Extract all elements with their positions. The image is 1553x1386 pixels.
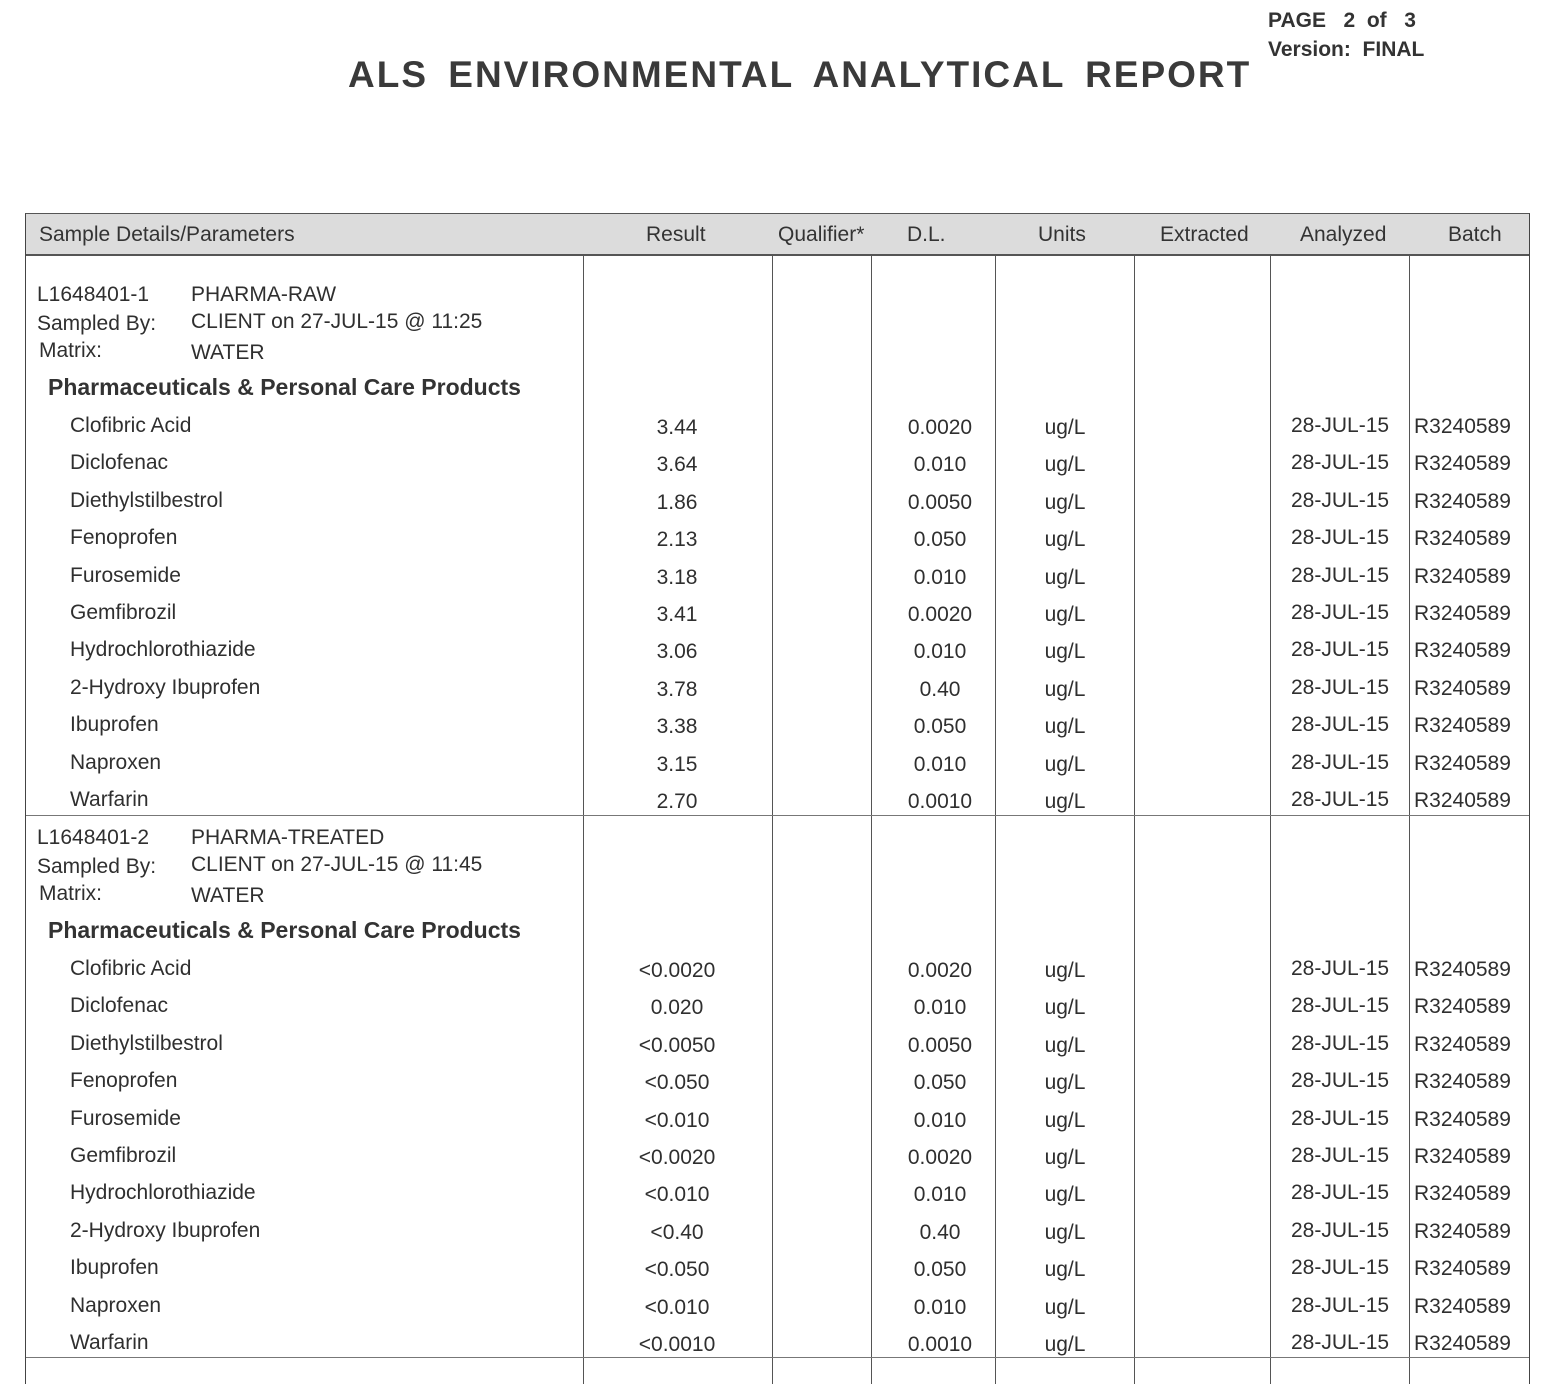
sampled-by-label: Sampled By: (37, 855, 157, 878)
col-header-qualifier: Qualifier* (778, 223, 865, 246)
units: ug/L (1044, 1108, 1086, 1132)
detection-limit: 0.010 (913, 1295, 967, 1319)
batch-id: R3240589 (1414, 452, 1511, 476)
result-value: 1.86 (656, 490, 698, 514)
col-header-extracted: Extracted (1160, 223, 1249, 246)
result-value: <0.010 (644, 1295, 710, 1319)
batch-id: R3240589 (1414, 1332, 1511, 1355)
sample-name: PHARMA-TREATED (191, 826, 385, 849)
result-value: 2.13 (656, 528, 698, 552)
batch-id: R3240589 (1414, 751, 1511, 775)
units: ug/L (1044, 640, 1086, 664)
col-header-result: Result (646, 223, 706, 246)
page-label: PAGE (1268, 9, 1326, 32)
parameter-name: Fenoprofen (70, 526, 178, 550)
parameter-name: Clofibric Acid (70, 957, 192, 980)
result-value: <0.010 (644, 1108, 710, 1132)
batch-id: R3240589 (1414, 1107, 1511, 1131)
version-label: Version: (1268, 38, 1351, 61)
units: ug/L (1044, 1183, 1086, 1207)
table-row (26, 1256, 1529, 1290)
table-row (26, 957, 1529, 991)
detection-limit: 0.010 (913, 1108, 967, 1132)
analyzed-date: 28-JUL-15 (1291, 1031, 1390, 1055)
matrix-label: Matrix: (39, 339, 102, 362)
parameter-name: Hydrochlorothiazide (70, 1181, 256, 1205)
units: ug/L (1044, 416, 1086, 439)
parameter-name: 2-Hydroxy Ibuprofen (70, 1218, 261, 1242)
detection-limit: 0.050 (913, 528, 967, 552)
batch-id: R3240589 (1414, 639, 1511, 663)
parameter-name: Warfarin (70, 788, 149, 811)
detection-limit: 0.050 (913, 1258, 967, 1282)
table-row (26, 713, 1529, 747)
batch-id: R3240589 (1414, 564, 1511, 588)
result-value: <0.0020 (638, 959, 716, 982)
matrix-value: WATER (191, 341, 265, 364)
units: ug/L (1044, 1333, 1086, 1356)
detection-limit: 0.010 (913, 996, 967, 1020)
table-row (26, 994, 1529, 1028)
units: ug/L (1044, 565, 1086, 589)
table-row (26, 564, 1529, 598)
detection-limit: 0.40 (919, 677, 961, 701)
parameter-name: Fenoprofen (70, 1069, 178, 1093)
col-header-units: Units (1038, 223, 1086, 246)
table-row (26, 1294, 1529, 1328)
batch-id: R3240589 (1414, 1219, 1511, 1243)
parameter-name: Naproxen (70, 750, 162, 774)
parameter-name: Ibuprofen (70, 1256, 159, 1280)
sample-id: L1648401-1 (37, 283, 150, 306)
result-value: <0.40 (650, 1220, 704, 1244)
units: ug/L (1044, 677, 1086, 701)
analyzed-date: 28-JUL-15 (1291, 750, 1390, 774)
table-row (26, 638, 1529, 672)
sampled-by-label: Sampled By: (37, 312, 157, 335)
batch-id: R3240589 (1414, 789, 1511, 812)
table-row (26, 1144, 1529, 1178)
batch-id: R3240589 (1414, 676, 1511, 700)
parameter-name: Diclofenac (70, 451, 169, 475)
batch-id: R3240589 (1414, 489, 1511, 513)
detection-limit: 0.050 (913, 1071, 967, 1095)
analyzed-date: 28-JUL-15 (1291, 638, 1390, 662)
units: ug/L (1044, 996, 1086, 1020)
batch-id: R3240589 (1414, 602, 1511, 625)
page-total: 3 (1404, 9, 1416, 32)
table-row (26, 1219, 1529, 1253)
results-table (25, 213, 1530, 1384)
units: ug/L (1044, 453, 1086, 477)
table-row (26, 451, 1529, 485)
parameter-name: Warfarin (70, 1331, 149, 1354)
analyzed-date: 28-JUL-15 (1291, 1256, 1390, 1280)
detection-limit: 0.010 (913, 640, 967, 664)
result-value: 3.44 (656, 416, 698, 439)
detection-limit: 0.010 (913, 1183, 967, 1207)
units: ug/L (1044, 1295, 1086, 1319)
batch-id: R3240589 (1414, 995, 1511, 1019)
detection-limit: 0.0020 (907, 416, 973, 439)
detection-limit: 0.0010 (907, 1333, 973, 1356)
detection-limit: 0.0020 (907, 959, 973, 982)
detection-limit: 0.010 (913, 752, 967, 776)
parameter-name: Naproxen (70, 1293, 162, 1317)
detection-limit: 0.0050 (907, 1033, 973, 1057)
units: ug/L (1044, 752, 1086, 776)
section-title: Pharmaceuticals & Personal Care Products (48, 374, 521, 400)
detection-limit: 0.010 (913, 453, 967, 477)
result-value: <0.0020 (638, 1146, 716, 1169)
analyzed-date: 28-JUL-15 (1291, 601, 1390, 624)
units: ug/L (1044, 1146, 1086, 1169)
table-row (26, 1107, 1529, 1141)
detection-limit: 0.0050 (907, 490, 973, 514)
units: ug/L (1044, 490, 1086, 514)
parameter-name: Gemfibrozil (70, 1144, 177, 1167)
detection-limit: 0.40 (919, 1220, 961, 1244)
col-header-batch: Batch (1448, 223, 1502, 246)
units: ug/L (1044, 1033, 1086, 1057)
table-row (26, 1032, 1529, 1066)
result-value: <0.050 (644, 1071, 710, 1095)
result-value: 3.64 (656, 453, 698, 477)
parameter-name: Hydrochlorothiazide (70, 638, 256, 662)
analyzed-date: 28-JUL-15 (1291, 675, 1390, 699)
parameter-name: Diethylstilbestrol (70, 1031, 223, 1055)
version-line (1268, 35, 1424, 64)
page-info (1268, 6, 1424, 64)
table-row (26, 489, 1529, 523)
sample-id: L1648401-2 (37, 826, 150, 849)
analyzed-date: 28-JUL-15 (1291, 451, 1390, 475)
batch-id: R3240589 (1414, 1145, 1511, 1168)
matrix-label: Matrix: (39, 882, 102, 905)
parameter-name: Ibuprofen (70, 713, 159, 737)
analyzed-date: 28-JUL-15 (1291, 414, 1390, 437)
analyzed-date: 28-JUL-15 (1291, 1331, 1390, 1354)
table-row (26, 751, 1529, 785)
table-row (26, 1181, 1529, 1215)
version-value: FINAL (1362, 38, 1425, 61)
result-value: <0.0050 (638, 1033, 716, 1057)
sample-block (26, 283, 1529, 843)
parameter-name: Diethylstilbestrol (70, 488, 223, 512)
table-row (26, 526, 1529, 560)
table-header (26, 214, 1529, 256)
batch-id: R3240589 (1414, 1294, 1511, 1318)
result-value: 3.18 (656, 565, 698, 589)
result-value: 3.78 (656, 677, 698, 701)
analyzed-date: 28-JUL-15 (1291, 563, 1390, 587)
detection-limit: 0.050 (913, 715, 967, 739)
batch-id: R3240589 (1414, 1032, 1511, 1056)
analyzed-date: 28-JUL-15 (1291, 994, 1390, 1018)
parameter-name: Gemfibrozil (70, 601, 177, 624)
batch-id: R3240589 (1414, 1257, 1511, 1281)
detection-limit: 0.010 (913, 565, 967, 589)
table-row (26, 676, 1529, 710)
analyzed-date: 28-JUL-15 (1291, 713, 1390, 737)
parameter-name: Diclofenac (70, 994, 169, 1018)
analyzed-date: 28-JUL-15 (1291, 1293, 1390, 1317)
detection-limit: 0.0020 (907, 603, 973, 626)
batch-id: R3240589 (1414, 415, 1511, 438)
col-header-analyzed: Analyzed (1300, 223, 1387, 246)
analyzed-date: 28-JUL-15 (1291, 1218, 1390, 1242)
table-row (26, 414, 1529, 448)
parameter-name: Furosemide (70, 1106, 181, 1130)
table-row (26, 1331, 1529, 1365)
sample-block (26, 826, 1529, 1386)
units: ug/L (1044, 715, 1086, 739)
analyzed-date: 28-JUL-15 (1291, 488, 1390, 512)
section-title: Pharmaceuticals & Personal Care Products (48, 917, 521, 943)
units: ug/L (1044, 1220, 1086, 1244)
parameter-name: Clofibric Acid (70, 414, 192, 437)
matrix-value: WATER (191, 884, 265, 907)
analyzed-date: 28-JUL-15 (1291, 1181, 1390, 1205)
page-number-line (1268, 6, 1424, 35)
analyzed-date: 28-JUL-15 (1291, 788, 1390, 811)
sample-name: PHARMA-RAW (191, 283, 337, 306)
result-value: <0.010 (644, 1183, 710, 1207)
units: ug/L (1044, 1071, 1086, 1095)
batch-id: R3240589 (1414, 527, 1511, 551)
units: ug/L (1044, 959, 1086, 982)
analyzed-date: 28-JUL-15 (1291, 1106, 1390, 1130)
units: ug/L (1044, 1258, 1086, 1282)
analyzed-date: 28-JUL-15 (1291, 1144, 1390, 1167)
analyzed-date: 28-JUL-15 (1291, 957, 1390, 980)
detection-limit: 0.0020 (907, 1146, 973, 1169)
units: ug/L (1044, 603, 1086, 626)
units: ug/L (1044, 790, 1086, 813)
result-value: 0.020 (650, 996, 704, 1020)
result-value: 3.41 (656, 603, 698, 626)
batch-id: R3240589 (1414, 714, 1511, 738)
detection-limit: 0.0010 (907, 790, 973, 813)
page-number: 2 (1343, 9, 1356, 32)
batch-id: R3240589 (1414, 958, 1511, 981)
result-value: <0.050 (644, 1258, 710, 1282)
sampled-by-value: CLIENT on 27-JUL-15 @ 11:25 (191, 310, 483, 333)
result-value: 3.38 (656, 715, 698, 739)
result-value: 3.15 (656, 752, 698, 776)
parameter-name: 2-Hydroxy Ibuprofen (70, 675, 261, 699)
units: ug/L (1044, 528, 1086, 552)
report-title: ALS ENVIRONMENTAL ANALYTICAL REPORT (348, 54, 1252, 95)
page-of-label: of (1366, 9, 1387, 32)
batch-id: R3240589 (1414, 1182, 1511, 1206)
col-header-parameters: Sample Details/Parameters (39, 223, 295, 246)
table-row (26, 1069, 1529, 1103)
table-row (26, 788, 1529, 822)
col-header-dl: D.L. (907, 223, 946, 246)
parameter-name: Furosemide (70, 563, 181, 587)
result-value: 3.06 (656, 640, 698, 664)
result-value: <0.0010 (638, 1333, 716, 1356)
analyzed-date: 28-JUL-15 (1291, 526, 1390, 550)
analyzed-date: 28-JUL-15 (1291, 1069, 1390, 1093)
sampled-by-value: CLIENT on 27-JUL-15 @ 11:45 (191, 853, 483, 876)
batch-id: R3240589 (1414, 1070, 1511, 1094)
table-row (26, 601, 1529, 635)
result-value: 2.70 (656, 790, 698, 813)
